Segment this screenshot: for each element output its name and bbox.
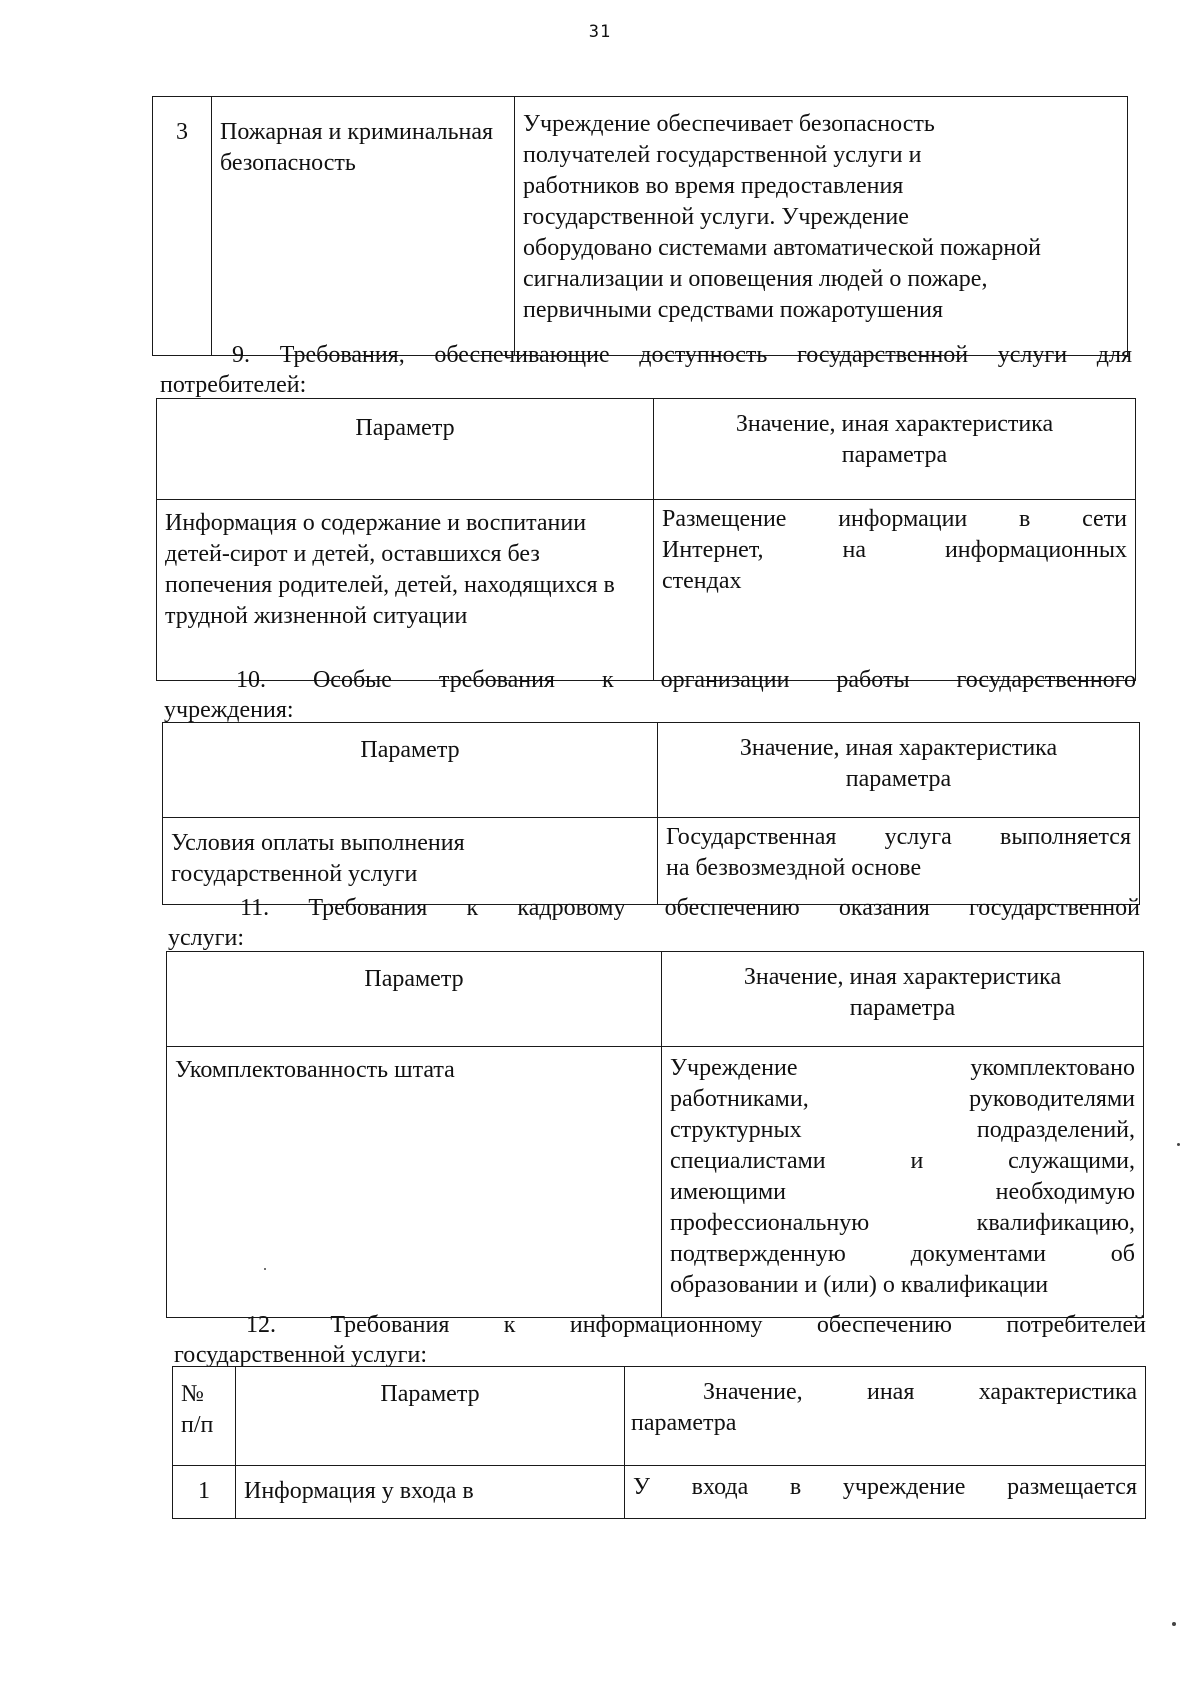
header-param: Параметр: [355, 415, 455, 441]
header-value-cell: [654, 399, 1136, 500]
value-line: государственной услуги. Учреждение: [523, 204, 909, 230]
row-value-line: структурных подразделений,: [670, 1117, 1135, 1143]
row-value-line: У входа в учреждение размещается: [633, 1474, 1137, 1500]
header-param-cell: [163, 723, 658, 818]
section-11-line2: услуги:: [168, 925, 244, 951]
table-row: [167, 1047, 1144, 1318]
row-value-line: на безвозмездной основе: [666, 855, 922, 881]
row-value-line: Интернет, на информационных: [662, 537, 1127, 563]
row-param-cell: [157, 500, 654, 681]
section-9-heading: [160, 340, 1132, 400]
row-value-line: имеющими необходимую: [670, 1179, 1135, 1205]
table-row: [163, 818, 1140, 905]
row-param-cell: [167, 1047, 662, 1318]
table-12: [172, 1366, 1146, 1519]
value-line: получателей государственной услуги и: [523, 142, 922, 168]
table-11: [166, 951, 1144, 1318]
header-value-line: параметра: [631, 1410, 737, 1436]
header-param-cell: [157, 399, 654, 500]
section-10-heading: [164, 665, 1136, 725]
param-text: Пожарная и криминальная безопасность: [220, 119, 494, 176]
row-value-line: образовании и (или) о квалификации: [670, 1272, 1049, 1298]
row-value-cell: [658, 818, 1140, 905]
row-value-line: профессиональную квалификацию,: [670, 1210, 1135, 1236]
header-num: № п/п: [181, 1381, 214, 1438]
row-param-cell: [236, 1466, 625, 1519]
row-value-cell: [662, 1047, 1144, 1318]
row-param: Укомплектованность штата: [175, 1057, 455, 1083]
header-value: Значение, иная характеристика параметра: [735, 411, 1054, 468]
value-line: Учреждение обеспечивает безопасность: [523, 111, 935, 137]
value-line: сигнализации и оповещения людей о пожаре,: [523, 266, 988, 292]
header-value-line: Значение, иная характеристика: [703, 1379, 1137, 1405]
row-param: Информация у входа в: [244, 1478, 474, 1504]
table-row: [173, 1466, 1146, 1519]
table-9: [156, 398, 1136, 681]
row-num-cell: [173, 1466, 236, 1519]
row-number: 3: [176, 119, 188, 145]
section-11-heading: [168, 893, 1140, 953]
header-value-cell: [658, 723, 1140, 818]
header-value-cell: [662, 952, 1144, 1047]
table-header-row: [167, 952, 1144, 1047]
table-row: [157, 500, 1136, 681]
table-header-row: [157, 399, 1136, 500]
row-value-line: специалистами и служащими,: [670, 1148, 1135, 1174]
page-number: 31: [588, 22, 612, 42]
table-row: [153, 97, 1128, 356]
scan-speck: [1172, 1622, 1176, 1626]
row-value-line: работниками, руководителями: [670, 1086, 1135, 1112]
scan-speck: [1177, 1143, 1180, 1146]
header-param: Параметр: [380, 1381, 480, 1407]
header-value: Значение, иная характеристика параметра: [743, 964, 1062, 1021]
safety-table: [152, 96, 1128, 356]
header-num-cell: [173, 1367, 236, 1466]
row-value-line: стендах: [662, 568, 742, 594]
param-cell: [212, 97, 515, 356]
row-num: 1: [198, 1478, 210, 1504]
header-param-cell: [167, 952, 662, 1047]
section-12-heading: [174, 1310, 1146, 1370]
row-number-cell: [153, 97, 212, 356]
row-value-cell: [654, 500, 1136, 681]
section-10-line2: учреждения:: [164, 697, 294, 723]
section-9-line1: 9. Требования, обеспечивающие доступность государственной услуги для: [232, 342, 1132, 368]
section-12-line1: 12. Требования к информационному обеспечению потребителей: [246, 1312, 1146, 1338]
header-param: Параметр: [360, 737, 460, 763]
table-header-row: [173, 1367, 1146, 1466]
row-value-cell: [625, 1466, 1146, 1519]
row-param: Условия оплаты выполнения государственной услуги: [171, 830, 465, 887]
value-line: первичными средствами пожаротушения: [523, 297, 943, 323]
section-9-line2: потребителей:: [160, 372, 307, 398]
section-10-line1: 10. Особые требования к организации работы государственного: [236, 667, 1136, 693]
value-line: работников во время предоставления: [523, 173, 904, 199]
table-10: [162, 722, 1140, 905]
scan-speck: [264, 1268, 266, 1270]
row-value-line: Учреждение укомплектовано: [670, 1055, 1135, 1081]
row-value-line: подтвержденную документами об: [670, 1241, 1135, 1267]
row-param-cell: [163, 818, 658, 905]
header-param: Параметр: [364, 966, 464, 992]
row-value-line: Размещение информации в сети: [662, 506, 1127, 532]
section-12-line2: государственной услуги:: [174, 1342, 428, 1368]
row-param: Информация о содержание и воспитании детей-сирот и детей, оставшихся без попечения родителей, детей, находящихся в трудной жизненной ситуации: [165, 510, 615, 629]
section-11-line1: 11. Требования к кадровому обеспечению оказания государственной: [240, 895, 1140, 921]
header-value: Значение, иная характеристика параметра: [739, 735, 1058, 792]
header-value-cell: [625, 1367, 1146, 1466]
row-value-line: Государственная услуга выполняется: [666, 824, 1131, 850]
table-header-row: [163, 723, 1140, 818]
value-cell: [515, 97, 1128, 356]
header-param-cell: [236, 1367, 625, 1466]
value-line: оборудовано системами автоматической пожарной: [523, 235, 1042, 261]
